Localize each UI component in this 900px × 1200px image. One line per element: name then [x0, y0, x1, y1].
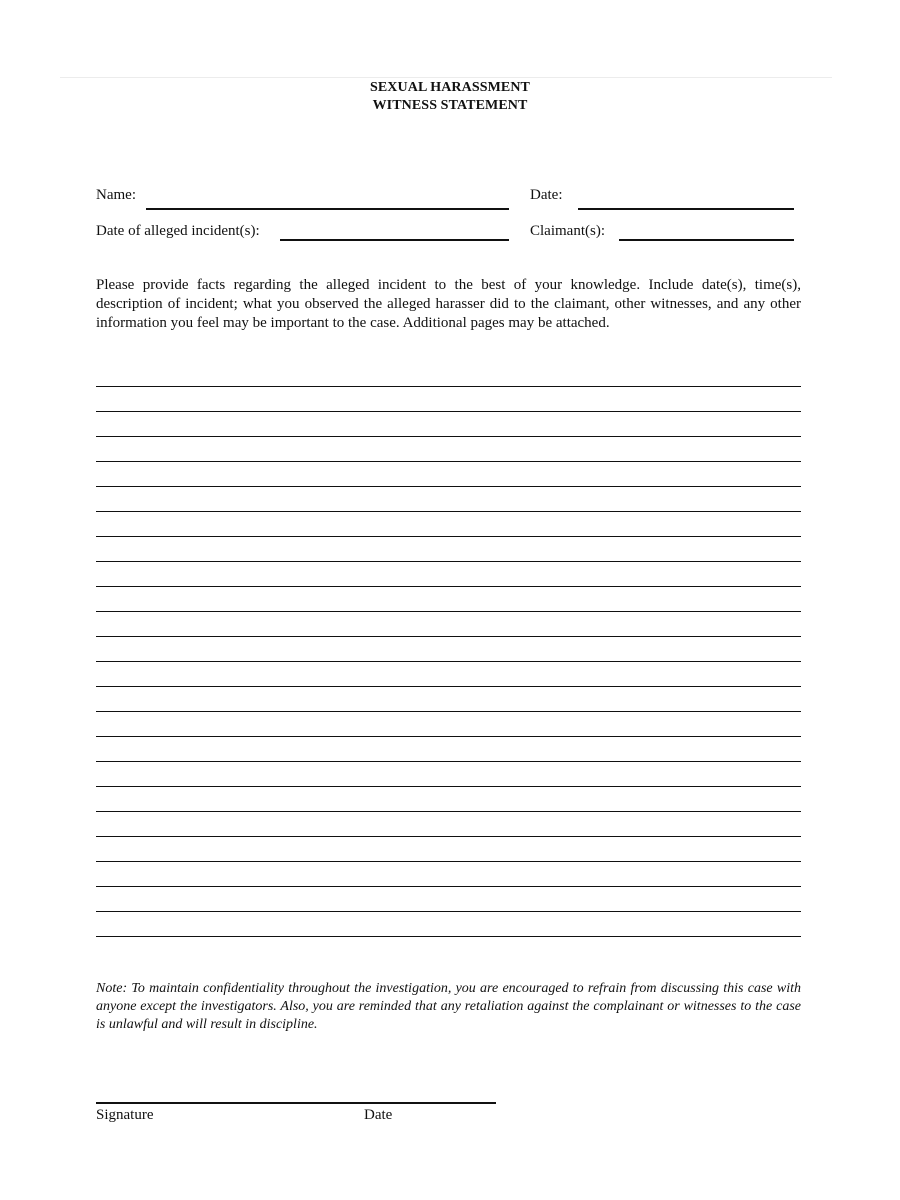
signature-date-label: Date — [364, 1107, 393, 1123]
answer-line[interactable] — [96, 462, 801, 487]
name-label: Name: — [96, 187, 136, 203]
instructions-paragraph: Please provide facts regarding the alleged incident to the best of your knowledge. Include date(s), time(s), description of incident; what you observed the alleged harasser did to the claimant, other witnesses, and any other information you feel may be important to the case. Additional pages may be attached. — [96, 277, 801, 331]
date-field[interactable] — [578, 208, 794, 210]
answer-line[interactable] — [96, 537, 801, 562]
answer-line[interactable] — [96, 687, 801, 712]
answer-line[interactable] — [96, 737, 801, 762]
confidentiality-note: Note: To maintain confidentiality throughout the investigation, you are encouraged to refrain from discussing this case with anyone except the investigators. Also, you are reminded that any retaliation against the complainant or witnesses to the case is unlawful and will result in discipline. — [96, 981, 801, 1032]
answer-line[interactable] — [96, 387, 801, 412]
answer-line[interactable] — [96, 712, 801, 737]
answer-line[interactable] — [96, 637, 801, 662]
answer-line[interactable] — [96, 412, 801, 437]
answer-line[interactable] — [96, 812, 801, 837]
statement-writing-area[interactable] — [96, 385, 801, 937]
form-subtitle: WITNESS STATEMENT — [372, 98, 528, 113]
answer-line[interactable] — [96, 587, 801, 612]
answer-line[interactable] — [96, 862, 801, 887]
answer-line[interactable] — [96, 787, 801, 812]
answer-line[interactable] — [96, 887, 801, 912]
answer-line[interactable] — [96, 912, 801, 937]
answer-line[interactable] — [96, 512, 801, 537]
answer-line[interactable] — [96, 562, 801, 587]
date-label: Date: — [530, 187, 563, 203]
answer-line[interactable] — [96, 762, 801, 787]
incident-date-field[interactable] — [280, 239, 509, 241]
answer-line[interactable] — [96, 437, 801, 462]
incident-date-label: Date of alleged incident(s): — [96, 223, 260, 239]
name-field[interactable] — [146, 208, 509, 210]
form-title: SEXUAL HARASSMENT — [369, 80, 530, 95]
signature-field[interactable] — [96, 1102, 496, 1104]
claimant-field[interactable] — [619, 239, 794, 241]
page-top-rule — [60, 77, 832, 78]
answer-line[interactable] — [96, 662, 801, 687]
answer-line[interactable] — [96, 487, 801, 512]
answer-line[interactable] — [96, 837, 801, 862]
answer-line[interactable] — [96, 612, 801, 637]
signature-label: Signature — [96, 1107, 154, 1123]
claimant-label: Claimant(s): — [530, 223, 605, 239]
